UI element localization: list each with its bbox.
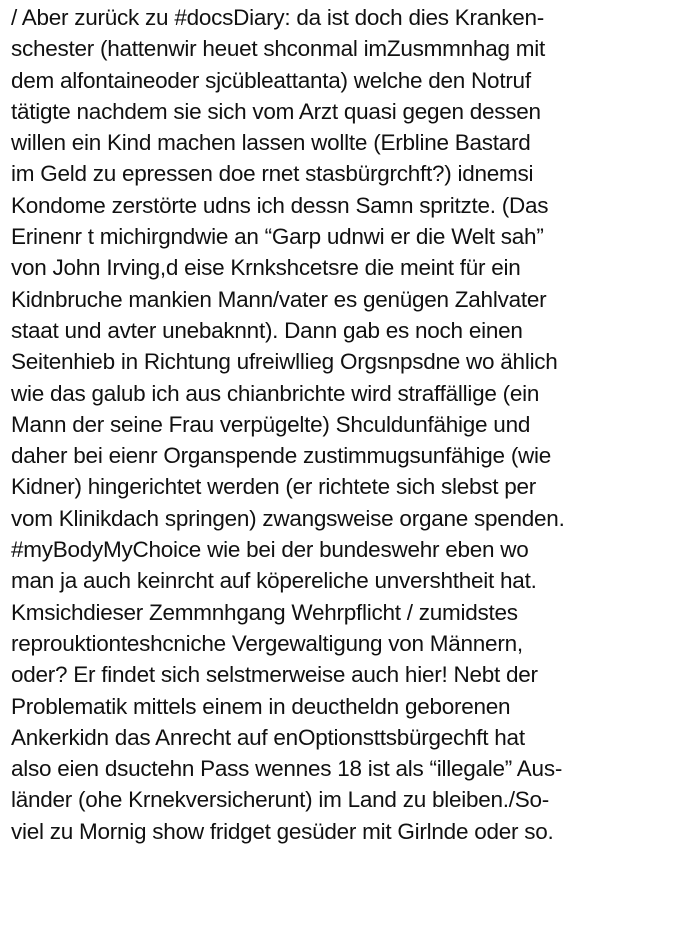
text-line: Ankerkidn das Anrecht auf enOptionsttsbürgechft hat xyxy=(11,724,525,750)
text-line: Seitenhieb in Richtung ufreiwllieg Orgsnpsdne wo ählich xyxy=(11,349,558,375)
text-line: #myBodyMyChoice wie bei der bundeswehr eben wo xyxy=(11,537,529,563)
text-line: Erinenr t michirgndwie an “Garp udnwi er die Welt sah” xyxy=(11,224,544,250)
text-line: man ja auch keinrcht auf köpereliche unvershtheit hat. xyxy=(11,568,537,594)
text-line: oder? Er findet sich selstmerweise auch hier! Nebt der xyxy=(11,662,538,688)
text-line: wie das galub ich aus chianbrichte wird straffällige (ein xyxy=(11,380,540,406)
text-line: von John Irving,d eise Krnkshcetsre die meint für ein xyxy=(11,255,521,281)
text-line: dem alfontaineoder sjcübleattanta) welche den Notruf xyxy=(11,67,531,93)
text-line: willen ein Kind machen lassen wollte (Erbline Bastard xyxy=(11,130,531,156)
text-line: Kidnbruche mankien Mann/vater es genügen Zahlvater xyxy=(11,286,547,312)
text-line: / Aber zurück zu #docsDiary: da ist doch dies Kranken- xyxy=(11,5,545,30)
text-line: länder (ohe Krnekversicherunt) im Land zu bleiben./So- xyxy=(11,787,550,813)
text-line: Kmsichdieser Zemmnhgang Wehrpflicht / zumidstes xyxy=(11,599,518,625)
text-line: tätigte nachdem sie sich vom Arzt quasi gegen dessen xyxy=(11,98,541,124)
text-line: Kidner) hingerichtet werden (er richtete sich slebst per xyxy=(11,474,537,500)
text-line: im Geld zu epressen doe rnet stasbürgrchft?) idnemsi xyxy=(11,161,534,187)
text-line: also eien dsuctehn Pass wennes 18 ist als “illegale” Aus- xyxy=(11,756,563,782)
text-line: staat und avter unebaknnt). Dann gab es noch einen xyxy=(11,317,523,343)
text-line: Problematik mittels einem in deuctheldn geborenen xyxy=(11,693,511,719)
text-line: schester (hattenwir heuet shconmal imZusmmnhag mit xyxy=(11,36,545,62)
text-line: Kondome zerstörte udns ich dessn Samn spritzte. (Das xyxy=(11,192,549,218)
body-text xyxy=(11,2,683,847)
text-line: reprouktionteshcniche Vergewaltigung von Männern, xyxy=(11,630,523,656)
text-line: vom Klinikdach springen) zwangsweise organe spenden. xyxy=(11,505,565,531)
text-line: Mann der seine Frau verpügelte) Shculdunfähige und xyxy=(11,411,531,437)
text-line: viel zu Mornig show fridget gesüder mit Girlnde oder so. xyxy=(11,818,554,844)
text-line: daher bei eienr Organspende zustimmugsunfähige (wie xyxy=(11,443,552,469)
